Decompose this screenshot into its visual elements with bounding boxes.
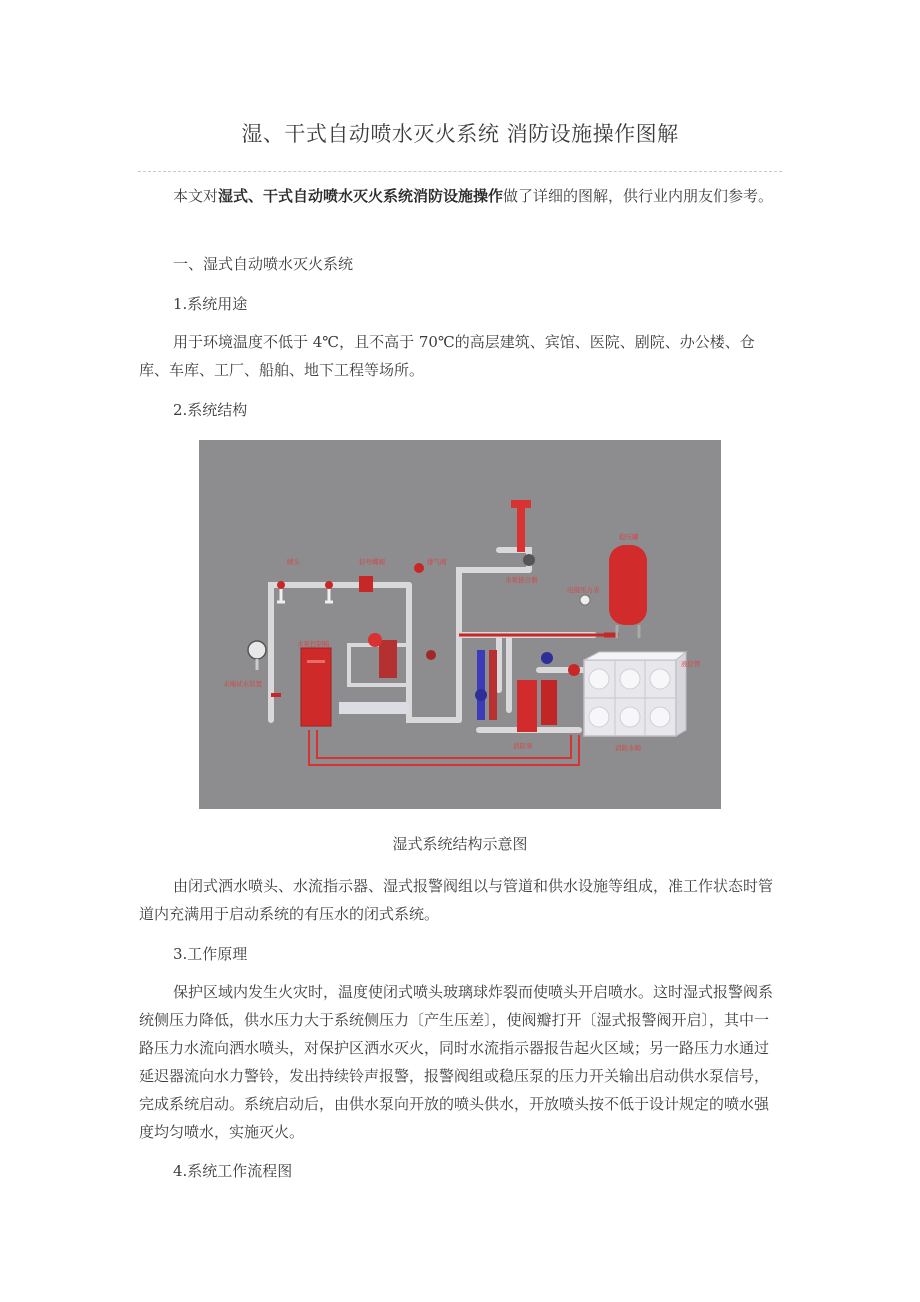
figure-caption: 湿式系统结构示意图 xyxy=(392,835,528,853)
label-electric-gauge: 电接压力表 xyxy=(567,586,600,594)
label-level-gauge: 液位管 xyxy=(681,660,701,668)
pressure-gauge xyxy=(248,641,266,659)
system-diagram xyxy=(199,440,721,809)
signal-valve xyxy=(359,576,373,592)
water-bell xyxy=(368,633,382,647)
label-fire-pump: 消防泵 xyxy=(513,742,533,750)
usage-paragraph: 用于环境温度不低于 4℃，且不高于 70℃的高层建筑、宾馆、医院、剧院、办公楼、仓库、车库、工厂、船舶、地下工程等场所。 xyxy=(139,333,755,379)
title-divider xyxy=(138,171,782,172)
intro-prefix: 本文对 xyxy=(173,187,219,205)
subheading-structure: 2.系统结构 xyxy=(173,401,248,419)
label-water-tank: 消防水箱 xyxy=(615,744,641,752)
control-wire-outer xyxy=(309,730,579,765)
label-test-device: 末端试水装置 xyxy=(223,680,262,688)
label-exhaust-valve: 排气阀 xyxy=(427,558,447,566)
system-structure-figure xyxy=(199,440,721,809)
intro-bold: 湿式、干式自动喷水灭火系统消防设施操作 xyxy=(218,187,504,205)
label-sprinkler: 喷头 xyxy=(287,558,300,566)
structure-paragraph: 由闭式洒水喷头、水流指示器、湿式报警阀组以与管道和供水设施等组成，准工作状态时管道内充满用于启动系统的有压水的闭式系统。 xyxy=(139,877,774,923)
pump-control-cabinet xyxy=(301,648,331,726)
fire-pump xyxy=(517,680,537,732)
page-title: 湿、干式自动喷水灭火系统 消防设施操作图解 xyxy=(241,122,679,146)
subheading-flowchart: 4.系统工作流程图 xyxy=(173,1162,293,1180)
label-pressure-tank: 稳压罐 xyxy=(619,533,639,541)
intro-suffix: 做了详细的图解，供行业内朋友们参考。 xyxy=(503,187,774,205)
pump-adapter-pipe xyxy=(517,502,525,552)
section-heading-1: 一、湿式自动喷水灭火系统 xyxy=(173,255,354,273)
exhaust-valve xyxy=(414,563,424,573)
valve-base xyxy=(339,702,409,714)
subheading-principle: 3.工作原理 xyxy=(173,945,248,963)
principle-paragraph: 保护区域内发生火灾时，温度使闭式喷头玻璃球炸裂而使喷头开启喷水。这时湿式报警阀系统侧压力降低，供水压力大于系统侧压力〔产生压差〕，使阀瓣打开〔湿式报警阀开启〕，其中一路压力水流向洒水喷头，对保护区洒水灭火，同时水流指示器报告起火区域；另一路压力水通过延迟器流向水力警铃，发出持续铃声报警，报警阀组或稳压泵的压力开关输出启动供水泵信号，完成系统启动。系统启动后，由供水泵向开放的喷头供水，开放喷头按不低于设计规定的喷水强度均匀喷水，实施灭火。 xyxy=(139,983,774,1141)
pressure-tank xyxy=(609,545,647,625)
label-pump-adapter: 水泵接合器 xyxy=(505,576,538,584)
subheading-usage: 1.系统用途 xyxy=(173,295,248,313)
electric-pressure-gauge xyxy=(580,595,590,605)
label-pump-cabinet: 水泵控制箱 xyxy=(297,640,330,648)
intro-paragraph xyxy=(139,182,781,210)
alarm-valve xyxy=(379,640,397,678)
fire-water-tank xyxy=(584,652,686,736)
label-signal-valve: 信号蝶阀 xyxy=(359,558,385,566)
control-wire-inner xyxy=(317,730,571,758)
